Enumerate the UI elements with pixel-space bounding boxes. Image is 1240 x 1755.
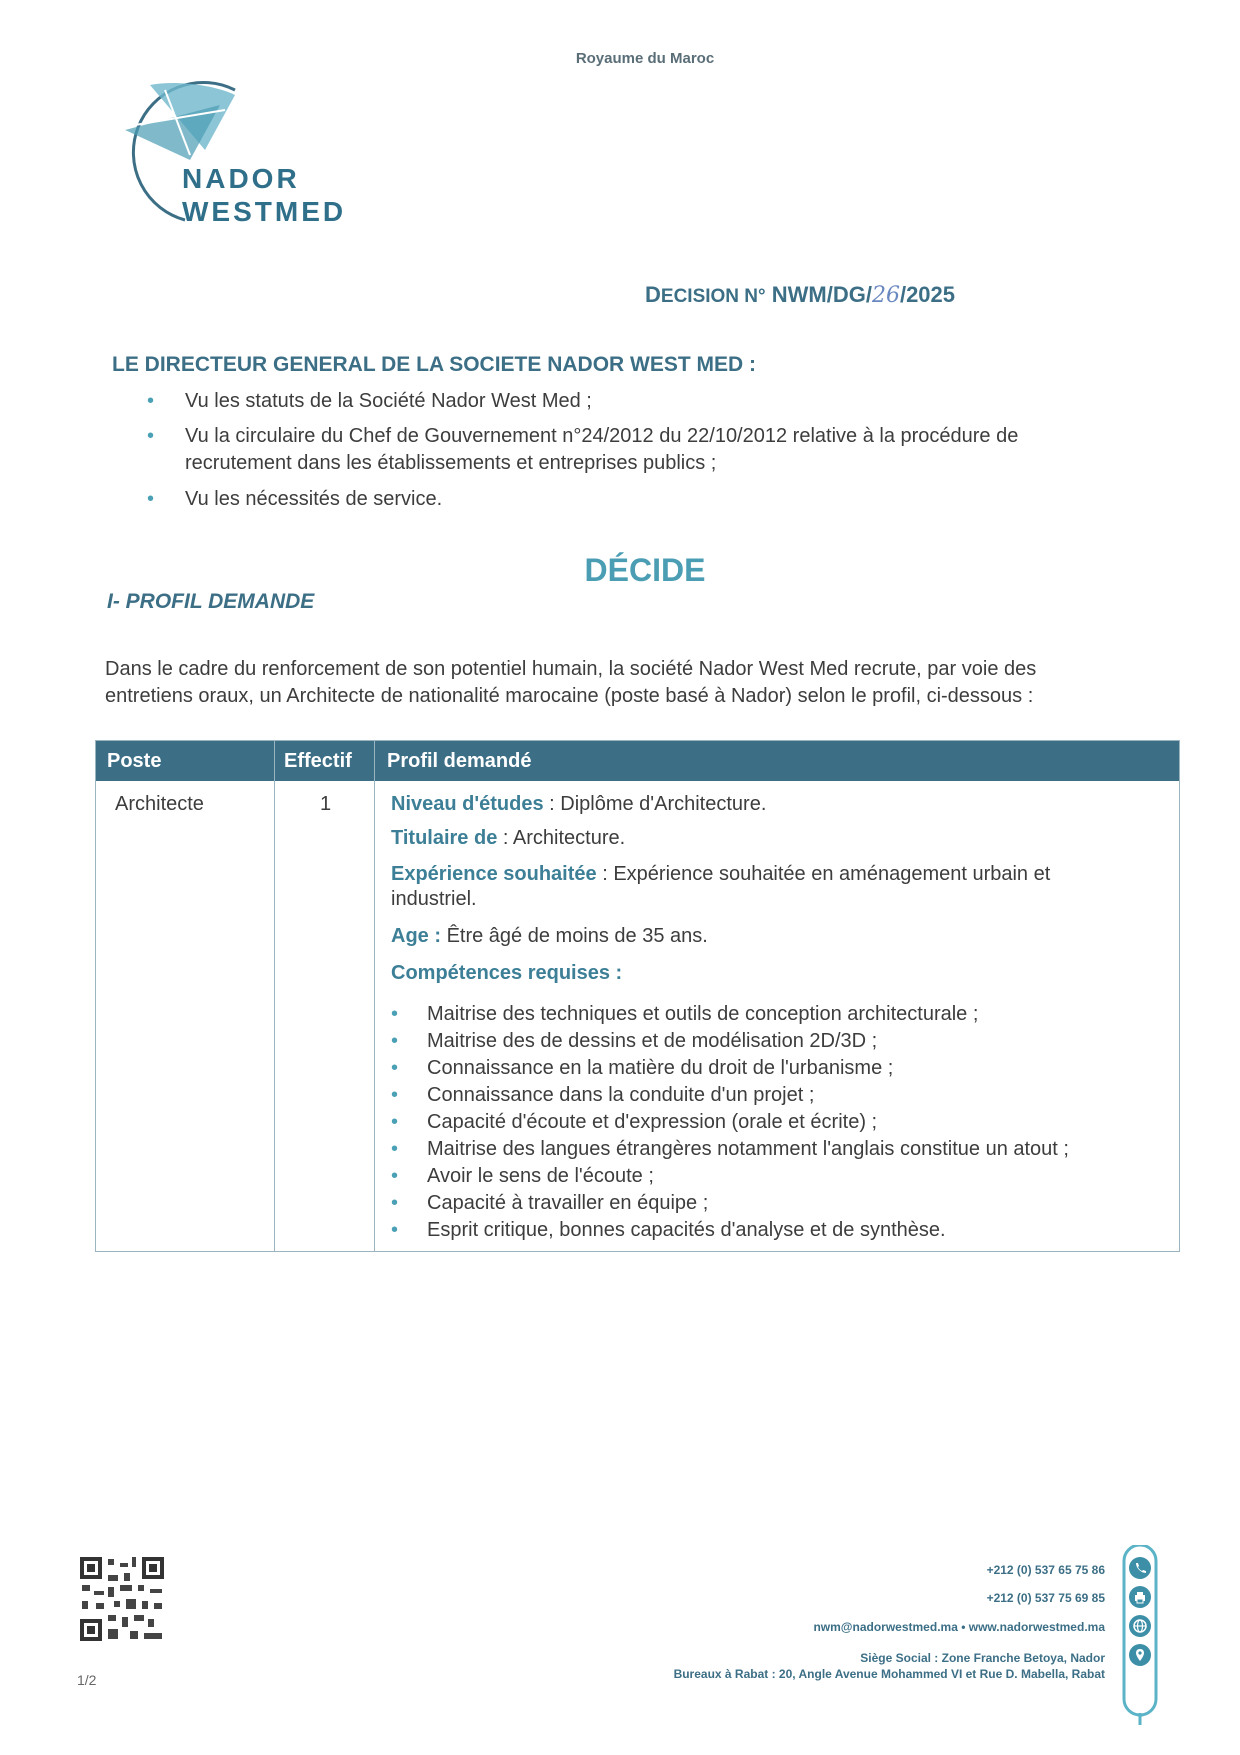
page-number: 1/2 — [77, 1672, 97, 1688]
decision-prefix-initial: D — [645, 282, 661, 307]
director-heading: LE DIRECTEUR GENERAL DE LA SOCIETE NADOR WEST MED : — [112, 353, 757, 376]
profile-table: Poste Effectif Profil demandé Architecte 1 Niveau d'études : Diplôme d'Architecture. Titulaire de : Architecture. Expérience souhaitée : Expérience souhaitée en aménagement urbain et industriel. Age : Être âgé de moins de 35 ans. Compétences requises : • Maitrise des techniques et outils de conception architecturale ; • Maitrise des de dessins et de modélisation 2D/3D ; • Connaissance en la matière du droit de l'urbanisme ; • Connaissance dans la conduite d'un projet ; • Capacité d'écoute et d'expression (orale et écrite) ; • Maitrise des langues étrangères notamment l'anglais constitue un atout ; • Avoir le sens de l'écoute ; • Capacité à travailler en équipe ; • Esprit critique, bonnes capacités d'analyse et de synthèse. — [95, 740, 1180, 1252]
kingdom-heading: Royaume du Maroc — [575, 50, 715, 67]
printer-icon — [1129, 1586, 1151, 1608]
header-effectif: Effectif — [284, 750, 352, 772]
bullet-icon: • — [391, 1165, 399, 1187]
decision-number — [645, 282, 955, 308]
nador-westmed-logo — [95, 70, 415, 230]
decision-prefix: ECISION N° — [660, 286, 766, 307]
cell-effectif: 1 — [320, 793, 332, 815]
footer-web: nwm@nadorwestmed.ma • www.nadorwestmed.ma — [813, 1620, 1105, 1634]
intro-paragraph-line: Dans le cadre du renforcement de son potentiel humain, la société Nador West Med recrute, par voie des — [105, 658, 1037, 680]
bullet-icon: • — [391, 1219, 399, 1241]
bullet-icon: • — [391, 1111, 399, 1133]
footer-fax: +212 (0) 537 75 69 85 — [986, 1591, 1105, 1605]
cell-poste: Architecte — [115, 793, 204, 815]
location-pin-icon — [1129, 1644, 1151, 1666]
bullet-icon: • — [391, 1030, 399, 1052]
footer-siege: Siège Social : Zone Franche Betoya, Nador — [860, 1651, 1105, 1665]
decision-year: /2025 — [899, 282, 956, 307]
profile-line: Niveau d'études : Diplôme d'Architecture. — [391, 793, 767, 815]
column-divider — [374, 741, 375, 1251]
header-profil: Profil demandé — [387, 750, 532, 772]
bullet-icon: • — [391, 1192, 399, 1214]
header-poste: Poste — [107, 750, 162, 772]
bullet-icon: • — [391, 1003, 399, 1025]
profile-line: Expérience souhaitée : Expérience souhaitée en aménagement urbain et — [391, 863, 1051, 885]
bullet-icon: • — [391, 1138, 399, 1160]
column-divider — [274, 741, 275, 1251]
contact-icon-bar — [1122, 1545, 1158, 1725]
footer-bureaux: Bureaux à Rabat : 20, Angle Avenue Mohammed VI et Rue D. Mabella, Rabat — [673, 1667, 1105, 1681]
table-header — [96, 741, 1179, 781]
globe-icon — [1129, 1615, 1151, 1637]
footer-phone: +212 (0) 537 65 75 86 — [986, 1563, 1105, 1577]
bullet-icon: • — [147, 488, 155, 510]
decision-code: NWM/DG/ — [771, 282, 872, 307]
decision-handwritten-number: 26 — [871, 283, 900, 308]
decide-heading: DÉCIDE — [584, 552, 706, 588]
profile-line: Titulaire de : Architecture. — [391, 827, 626, 849]
logo-word-westmed: WESTMED — [182, 196, 347, 227]
bullet-icon: • — [147, 425, 155, 447]
qr-code-icon — [78, 1555, 166, 1643]
bullet-icon: • — [391, 1084, 399, 1106]
profile-line-competences: Compétences requises : — [391, 962, 623, 984]
bullet-icon: • — [391, 1057, 399, 1079]
profile-line-continued: industriel. — [391, 888, 477, 910]
profile-line: Age : Être âgé de moins de 35 ans. — [391, 925, 708, 947]
bullet-icon: • — [147, 390, 155, 412]
logo-word-nador: NADOR — [182, 163, 300, 194]
intro-paragraph-line: entretiens oraux, un Architecte de nationalité marocaine (poste basé à Nador) selon le profil, ci-dessous : — [105, 685, 1034, 707]
section-title: I- PROFIL DEMANDE — [107, 590, 315, 613]
phone-icon — [1129, 1557, 1151, 1579]
